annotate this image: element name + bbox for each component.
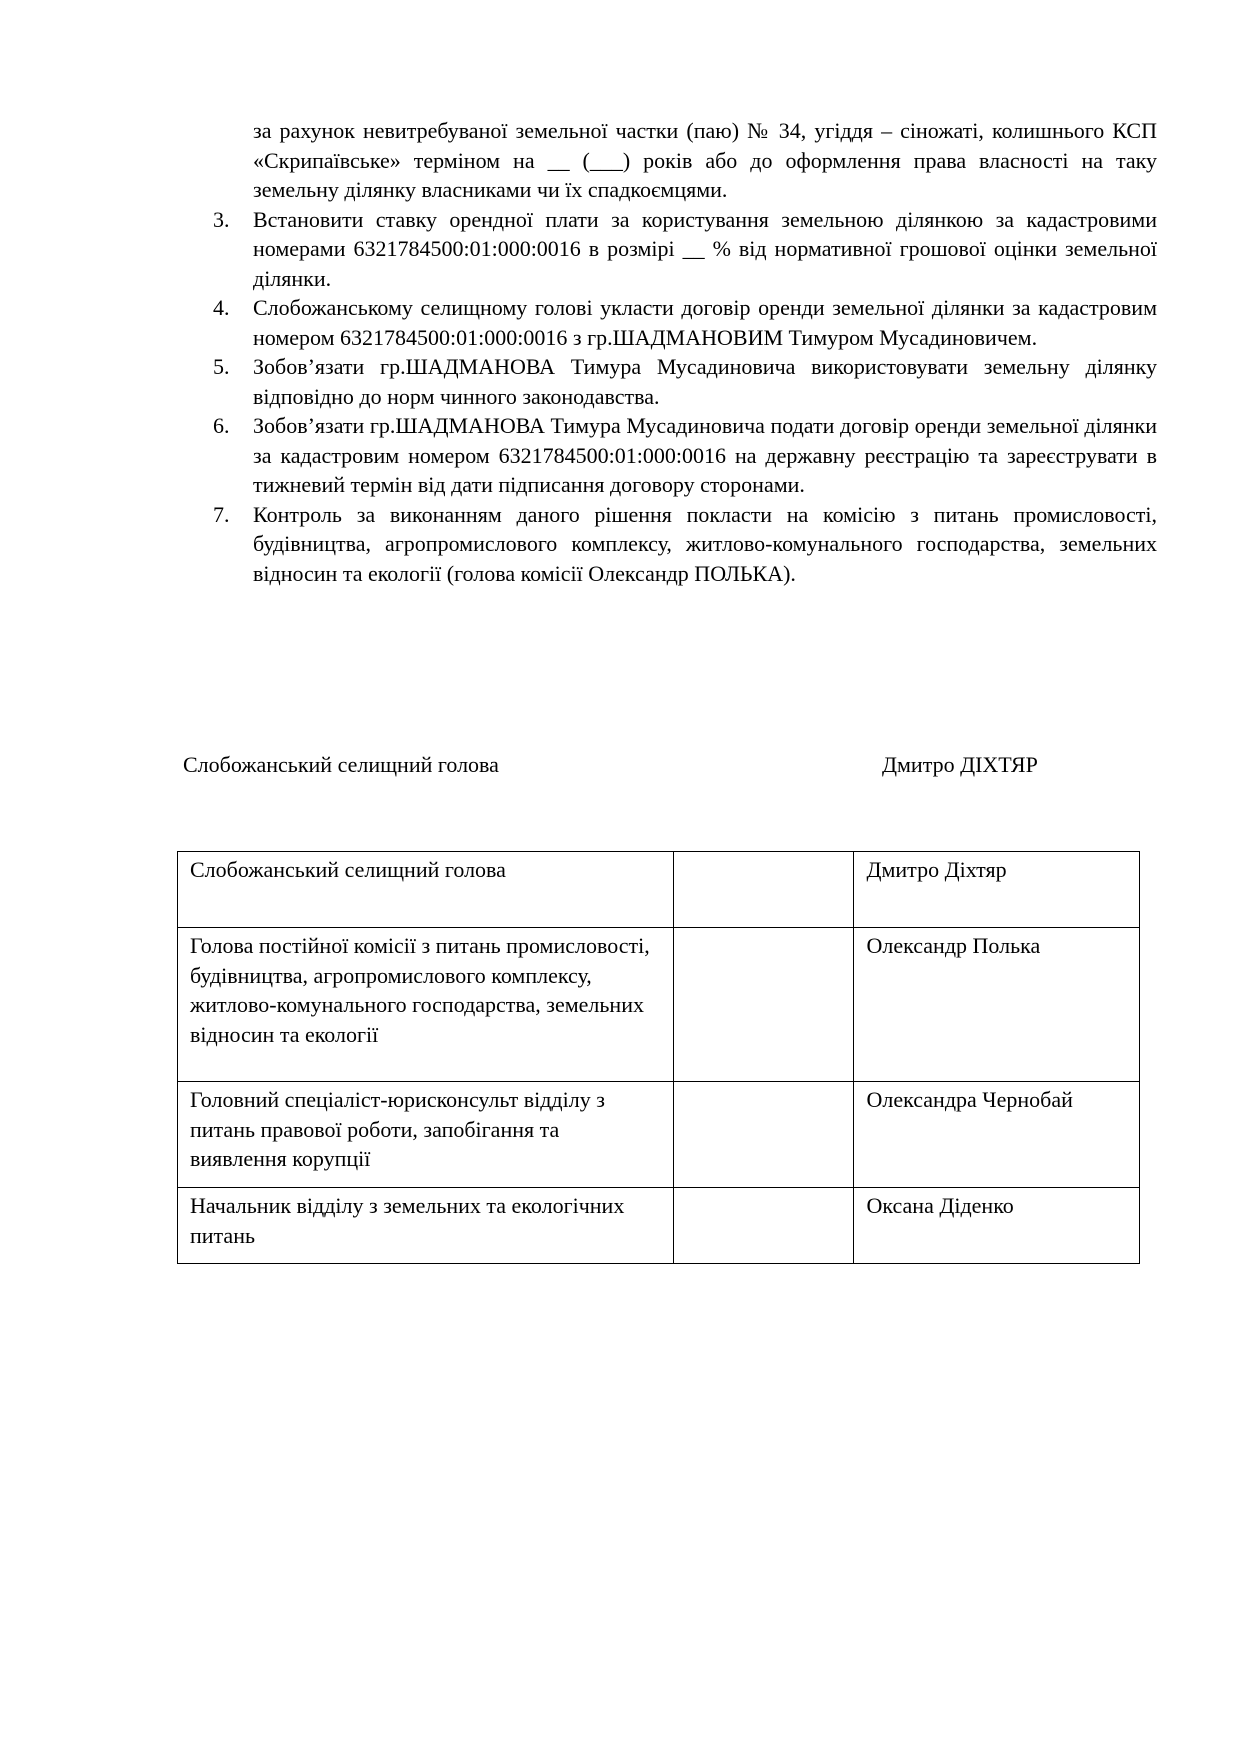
item-text: Встановити ставку орендної плати за користування земельною ділянкою за кадастровими номерами 6321784500:01:000:0016 в розмірі __ % від нормативної грошової оцінки земельної ділянки. [253,206,1157,291]
signature-title: Слобожанський селищний голова [183,752,499,777]
item-number: 4. [213,295,230,320]
item-text: Слобожанському селищному голові укласти договір оренди земельної ділянки за кадастровим номером 6321784500:01:000:0016 з гр.ШАДМАНОВИМ Тимуром Мусадиновичем. [253,295,1157,350]
name-cell: Дмитро Діхтяр [854,852,1140,928]
decision-item-3 [207,205,1157,294]
decision-item-5 [207,352,1157,411]
decision-item-7 [207,500,1157,589]
position-cell: Начальник відділу з земельних та екологічних питань [178,1188,674,1264]
decision-item-4 [207,293,1157,352]
signature-name: Дмитро ДІХТЯР [882,752,1038,777]
item-number: 6. [213,413,230,438]
item-text: Контроль за виконанням даного рішення покласти на комісію з питань промисловості, будівництва, агропромислового комплексу, житлово-комунального господарства, земельних відносин та екології (голова комісії Олександр ПОЛЬКА). [253,501,1157,586]
item-number: 3. [213,206,230,232]
intro-paragraph: за рахунок невитребуваної земельної частки (паю) № 34, угіддя – сіножаті, колишнього КСП «Скрипаївське» терміном на __ (___) років або до оформлення права власності на таку земельну ділянку власниками чи їх спадкоємцями. [253,118,1157,202]
decision-body [207,116,1157,588]
name-cell: Олександра Чернобай [854,1082,1140,1188]
signature-cell [674,852,854,928]
table-row [178,1082,1140,1188]
item-text: Зобов’язати гр.ШАДМАНОВА Тимура Мусадиновича подати договір оренди земельної ділянки за кадастровим номером 6321784500:01:000:0016 на державну реєстрацію та зареєструвати в тижневий термін від дати підписання договору сторонами. [253,413,1157,497]
name-cell: Олександр Полька [854,928,1140,1082]
decision-item-6 [207,411,1157,500]
item-text: Зобов’язати гр.ШАДМАНОВА Тимура Мусадиновича використовувати земельну ділянку відповідно до норм чинного законодавства. [253,354,1157,409]
signature-cell [674,1188,854,1264]
table-row [178,928,1140,1082]
position-cell: Голова постійної комісії з питань промисловості, будівництва, агропромислового комплексу, житлово-комунального господарства, земельних відносин та екології [178,928,674,1082]
position-cell: Головний спеціаліст-юрисконсульт відділу з питань правової роботи, запобігання та виявлення корупції [178,1082,674,1188]
name-cell: Оксана Діденко [854,1188,1140,1264]
table-row [178,1188,1140,1264]
item-number: 7. [213,501,230,527]
position-cell: Слобожанський селищний голова [178,852,674,928]
table-row [178,852,1140,928]
signature-cell [674,928,854,1082]
approvals-table [177,851,1140,1264]
item-number: 5. [213,354,230,379]
signature-cell [674,1082,854,1188]
